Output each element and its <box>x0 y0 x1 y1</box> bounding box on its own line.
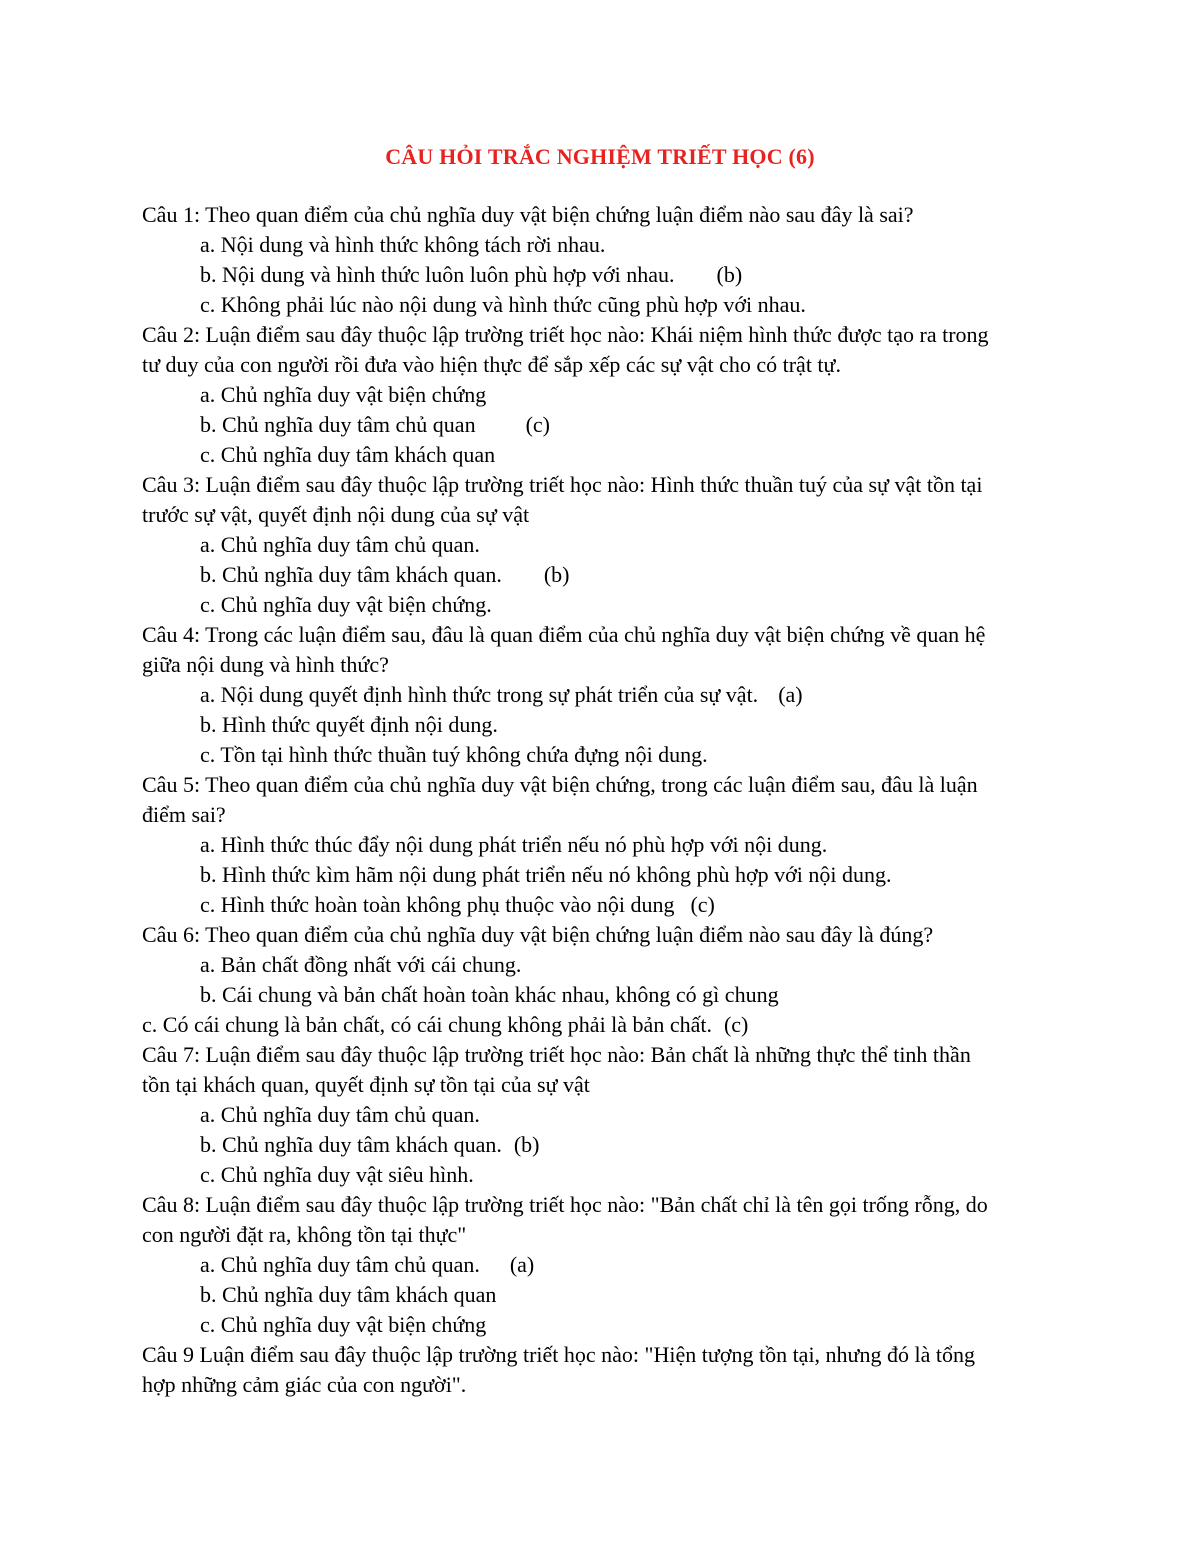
question-5-text-line-1: Câu 5: Theo quan điểm của chủ nghĩa duy vật biện chứng, trong các luận điểm sau, đâu là luận <box>142 772 978 797</box>
option-text: a. Nội dung quyết định hình thức trong sự phát triển của sự vật. <box>200 682 759 707</box>
question-2-option-a <box>142 380 1062 410</box>
question-3-text-line-2: trước sự vật, quyết định nội dung của sự vật <box>142 502 530 527</box>
question-7-text-line-2: tồn tại khách quan, quyết định sự tồn tại của sự vật <box>142 1072 590 1097</box>
answer-mark: (c) <box>690 892 715 917</box>
option-text: c. Chủ nghĩa duy vật biện chứng <box>200 1312 487 1337</box>
question-9-text-line-1: Câu 9 Luận điểm sau đây thuộc lập trường triết học nào: "Hiện tượng tồn tại, nhưng đó là tổng <box>142 1342 975 1367</box>
option-text: a. Chủ nghĩa duy tâm chủ quan. <box>200 532 480 557</box>
option-text: c. Hình thức hoàn toàn không phụ thuộc vào nội dung <box>200 892 675 917</box>
option-text: b. Nội dung và hình thức luôn luôn phù hợp với nhau. <box>200 262 675 287</box>
option-text: c. Chủ nghĩa duy vật biện chứng. <box>200 592 492 617</box>
option-text: c. Tồn tại hình thức thuần tuý không chứa đựng nội dung. <box>200 742 708 767</box>
answer-mark: (c) <box>525 412 550 437</box>
option-text: c. Chủ nghĩa duy tâm khách quan <box>200 442 496 467</box>
question-8-option-b <box>142 1280 1062 1310</box>
option-text: b. Hình thức kìm hãm nội dung phát triển nếu nó không phù hợp với nội dung. <box>200 862 892 887</box>
question-8-option-a <box>142 1250 1062 1280</box>
question-7-text-line-1: Câu 7: Luận điểm sau đây thuộc lập trường triết học nào: Bản chất là những thực thể tinh thần <box>142 1042 971 1067</box>
question-7-option-b <box>142 1130 1062 1160</box>
question-5-option-a <box>142 830 1062 860</box>
question-8-text-line-1: Câu 8: Luận điểm sau đây thuộc lập trường triết học nào: "Bản chất chỉ là tên gọi trống rỗng, do <box>142 1192 988 1217</box>
option-text: a. Nội dung và hình thức không tách rời nhau. <box>200 232 606 257</box>
answer-mark: (b) <box>716 262 743 287</box>
question-5-option-c <box>142 890 1062 920</box>
question-2-text-line-1: Câu 2: Luận điểm sau đây thuộc lập trường triết học nào: Khái niệm hình thức được tạo ra trong <box>142 322 989 347</box>
question-4-text-line-2: giữa nội dung và hình thức? <box>142 652 389 677</box>
question-6-option-b <box>142 980 1062 1010</box>
answer-mark: (a) <box>509 1252 535 1277</box>
option-text: a. Bản chất đồng nhất với cái chung. <box>200 952 522 977</box>
question-9-text-line-2: hợp những cảm giác của con người". <box>142 1372 467 1397</box>
option-text: a. Chủ nghĩa duy tâm chủ quan. <box>200 1252 480 1277</box>
option-text: b. Chủ nghĩa duy tâm khách quan <box>200 1282 497 1307</box>
option-text: c. Không phải lúc nào nội dung và hình thức cũng phù hợp với nhau. <box>200 292 806 317</box>
answer-mark: (c) <box>723 1012 749 1037</box>
question-6-option-c <box>142 1010 1062 1040</box>
question-4-text-line-1: Câu 4: Trong các luận điểm sau, đâu là quan điểm của chủ nghĩa duy vật biện chứng về quan hệ <box>142 622 986 647</box>
document-title: CÂU HỎI TRẮC NGHIỆM TRIẾT HỌC (6) <box>385 144 815 169</box>
option-text: b. Chủ nghĩa duy tâm khách quan. <box>200 562 502 587</box>
answer-mark: (b) <box>543 562 570 587</box>
option-text: a. Hình thức thúc đẩy nội dung phát triển nếu nó phù hợp với nội dung. <box>200 832 828 857</box>
question-2-text-line-2: tư duy của con người rồi đưa vào hiện thực để sắp xếp các sự vật cho có trật tự. <box>142 352 841 377</box>
document-body <box>142 200 1062 1400</box>
question-1-option-c <box>142 290 1062 320</box>
question-8-text-line-2: con người đặt ra, không tồn tại thực" <box>142 1222 467 1247</box>
question-5-option-b <box>142 860 1062 890</box>
answer-mark: (b) <box>513 1132 540 1157</box>
question-8-option-c <box>142 1310 1062 1340</box>
question-2-option-c <box>142 440 1062 470</box>
question-6-text: Câu 6: Theo quan điểm của chủ nghĩa duy vật biện chứng luận điểm nào sau đây là đúng? <box>142 922 934 947</box>
question-5-text-line-2: điểm sai? <box>142 802 226 827</box>
question-1-option-a <box>142 230 1062 260</box>
question-3-option-c <box>142 590 1062 620</box>
question-4-option-c <box>142 740 1062 770</box>
answer-mark: (a) <box>778 682 803 707</box>
option-text: a. Chủ nghĩa duy tâm chủ quan. <box>200 1102 480 1127</box>
question-2-option-b <box>142 410 1062 440</box>
question-7-option-c <box>142 1160 1062 1190</box>
question-1-option-b <box>142 260 1062 290</box>
option-text: b. Cái chung và bản chất hoàn toàn khác nhau, không có gì chung <box>200 982 779 1007</box>
option-text: b. Chủ nghĩa duy tâm khách quan. <box>200 1132 502 1157</box>
question-3-option-b <box>142 560 1062 590</box>
option-text: c. Có cái chung là bản chất, có cái chung không phải là bản chất. <box>142 1012 712 1037</box>
option-text: b. Chủ nghĩa duy tâm chủ quan <box>200 412 476 437</box>
question-3-text-line-1: Câu 3: Luận điểm sau đây thuộc lập trường triết học nào: Hình thức thuần tuý của sự vật tồn tại <box>142 472 983 497</box>
question-3-option-a <box>142 530 1062 560</box>
option-text: b. Hình thức quyết định nội dung. <box>200 712 498 737</box>
question-7-option-a <box>142 1100 1062 1130</box>
question-4-option-b <box>142 710 1062 740</box>
option-text: a. Chủ nghĩa duy vật biện chứng <box>200 382 487 407</box>
question-6-option-a <box>142 950 1062 980</box>
option-text: c. Chủ nghĩa duy vật siêu hình. <box>200 1162 474 1187</box>
question-4-option-a <box>142 680 1062 710</box>
question-1-text: Câu 1: Theo quan điểm của chủ nghĩa duy vật biện chứng luận điểm nào sau đây là sai? <box>142 202 914 227</box>
